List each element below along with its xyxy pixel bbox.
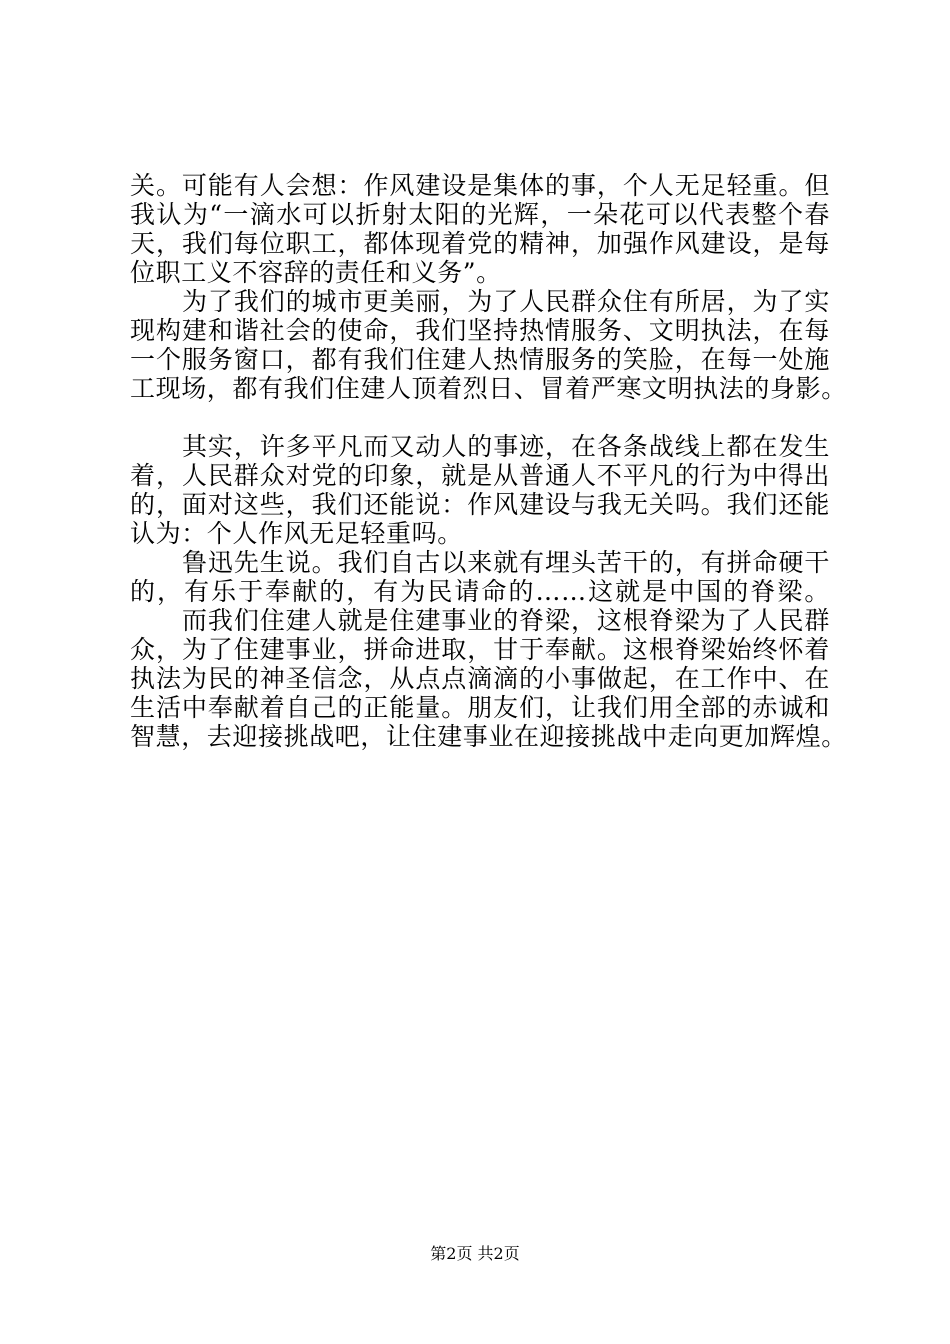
text-line: 现构建和谐社会的使命，我们坚持热情服务、文明执法，在每 (130, 316, 830, 345)
text-line: 我认为“一滴水可以折射太阳的光辉，一朵花可以代表整个春 (130, 200, 830, 229)
text-line: 的，面对这些，我们还能说：作风建设与我无关吗。我们还能 (130, 490, 830, 519)
text-line: 众，为了住建事业，拼命进取，甘于奉献。这根脊梁始终怀着 (130, 635, 830, 664)
text-line: 位职工义不容辞的责任和义务”。 (130, 258, 502, 287)
document-body (130, 171, 847, 751)
paragraph-3 (130, 432, 830, 548)
text-line: 一个服务窗口，都有我们住建人热情服务的笑脸，在每一处施 (130, 345, 830, 374)
text-line: 工现场，都有我们住建人顶着烈日、冒着严寒文明执法的身影。 (130, 374, 847, 403)
paragraph-5 (130, 606, 847, 751)
text-line: 而我们住建人就是住建事业的脊梁，这根脊梁为了人民群 (182, 606, 830, 635)
text-line: 关。可能有人会想：作风建设是集体的事，个人无足轻重。但 (130, 171, 830, 200)
text-line: 为了我们的城市更美丽，为了人民群众住有所居，为了实 (182, 287, 830, 316)
paragraph-4 (130, 548, 830, 606)
text-line: 执法为民的神圣信念，从点点滴滴的小事做起，在工作中、在 (130, 664, 830, 693)
text-line: 着，人民群众对党的印象，就是从普通人不平凡的行为中得出 (130, 461, 830, 490)
text-line: 智慧，去迎接挑战吧，让住建事业在迎接挑战中走向更加辉煌。 (130, 722, 847, 751)
text-line: 其实，许多平凡而又动人的事迹，在各条战线上都在发生 (182, 432, 830, 461)
text-line: 生活中奉献着自己的正能量。朋友们，让我们用全部的赤诚和 (130, 693, 830, 722)
text-line: 的，有乐于奉献的，有为民请命的……这就是中国的脊梁。 (130, 577, 830, 606)
text-line: 鲁迅先生说。我们自古以来就有埋头苦干的，有拼命硬干 (182, 548, 830, 577)
blank-line (130, 403, 830, 432)
text-line: 天，我们每位职工，都体现着党的精神，加强作风建设，是每 (130, 229, 830, 258)
paragraph-2 (130, 287, 847, 403)
page-footer: 第2页 共2页 (430, 1244, 520, 1263)
paragraph-1 (130, 171, 830, 287)
text-line: 认为：个人作风无足轻重吗。 (130, 519, 463, 548)
